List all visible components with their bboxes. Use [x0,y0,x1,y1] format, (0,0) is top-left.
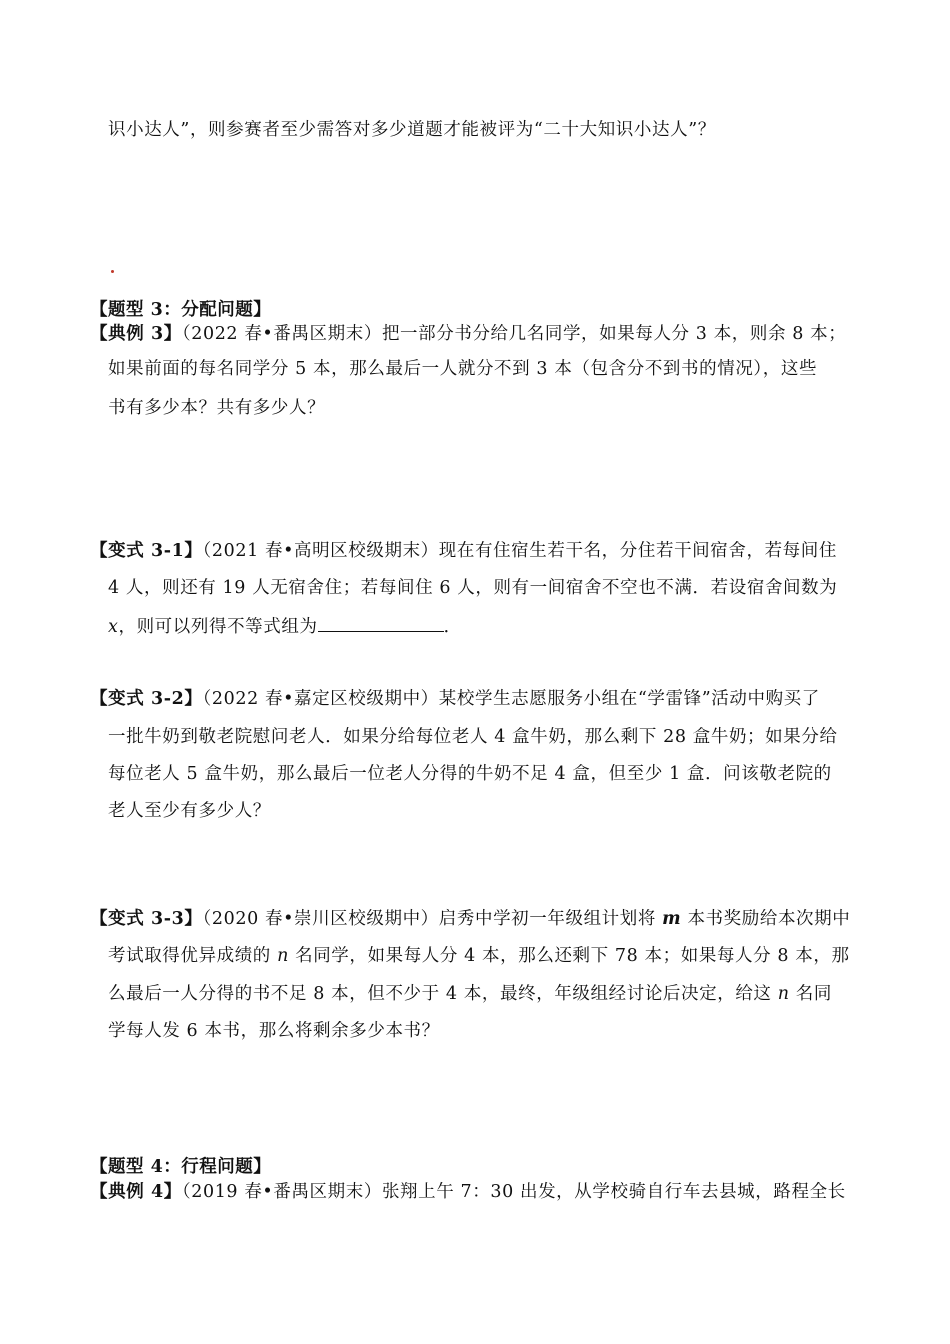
variant-3-3-text-1b: 本书奖励给本次期中 [681,909,851,929]
answer-blank[interactable] [318,614,444,632]
variant-3-1-text-3: ，则可以列得不等式组为 [118,617,318,637]
variant-3-3-text-3a: 么最后一人分得的书不足 8 本，但不少于 4 本，最终，年级组经讨论后决定，给这 [108,984,778,1004]
variant-3-3-line-4: 学每人发 6 本书，那么将剩余多少本书？ [108,1021,440,1041]
variable-n: n [277,946,289,966]
variant-3-1-text-1: （2021 春•高明区校级期末）现在有住宿生若干名，分住若干间宿舍，若每间住 [202,541,837,561]
variant-3-2-line-2: 一批牛奶到敬老院慰问老人．如果分给每位老人 4 盒牛奶，那么剩下 28 盒牛奶；如果分给 [108,727,838,747]
section-heading-travel: 【题型 4：行程问题】 [90,1157,272,1177]
variant-3-2-line-4: 老人至少有多少人？ [108,801,271,821]
variant-3-3-label: 【变式 3-3】 [90,909,203,929]
variant-3-2-label: 【变式 3-2】 [90,689,203,709]
example-3-line-2: 如果前面的每名同学分 5 本，那么最后一人就分不到 3 本（包含分不到书的情况），这些 [108,359,818,379]
variant-3-3-text-1a: （2020 春•崇川区校级期中）启秀中学初一年级组计划将 [202,909,663,929]
variant-3-3-text-3b: 名同 [789,984,832,1004]
red-dot-mark [111,270,114,273]
example-3-label: 【典例 3】 [90,324,182,344]
variant-3-3-line-2 [108,944,850,968]
section-heading-distribution: 【题型 3：分配问题】 [90,300,272,320]
variant-3-1-line-1 [90,539,837,563]
variant-3-1-label: 【变式 3-1】 [90,541,203,561]
carryover-question-line: 识小达人”，则参赛者至少需答对多少道题才能被评为“二十大知识小达人”？ [108,120,716,140]
variant-3-3-text-2a: 考试取得优异成绩的 [108,946,278,966]
example-3-text-1: （2022 春•番禺区期末）把一部分书分给几名同学，如果每人分 3 本，则余 8 本； [181,324,847,344]
example-3-line-1 [90,322,846,346]
variant-3-3-text-2b: 名同学，如果每人分 4 本，那么还剩下 78 本；如果每人分 8 本，那 [288,946,850,966]
variable-x: x [108,617,119,637]
variant-3-2-text-1: （2022 春•嘉定区校级期中）某校学生志愿服务小组在“学雷锋”活动中购买了 [202,689,820,709]
variable-n-2: n [777,984,790,1004]
variable-m: m [662,909,682,929]
example-4-line-1 [90,1180,846,1204]
example-4-label: 【典例 4】 [90,1182,182,1202]
variant-3-1-end: ． [443,617,462,637]
example-4-text-1: （2019 春•番禺区期末）张翔上午 7：30 出发，从学校骑自行车去县城，路程全长 [181,1182,846,1202]
variant-3-1-line-2: 4 人，则还有 19 人无宿舍住；若每间住 6 人，则有一间宿舍不空也不满．若设宿舍间数为 [108,578,838,598]
variant-3-2-line-1 [90,687,820,711]
variant-3-1-line-3 [108,614,462,639]
variant-3-2-line-3: 每位老人 5 盒牛奶，那么最后一位老人分得的牛奶不足 4 盒，但至少 1 盒．问该敬老院的 [108,764,832,784]
example-3-line-3: 书有多少本？共有多少人？ [108,398,326,418]
variant-3-3-line-3 [108,982,832,1006]
variant-3-3-line-1 [90,907,850,931]
